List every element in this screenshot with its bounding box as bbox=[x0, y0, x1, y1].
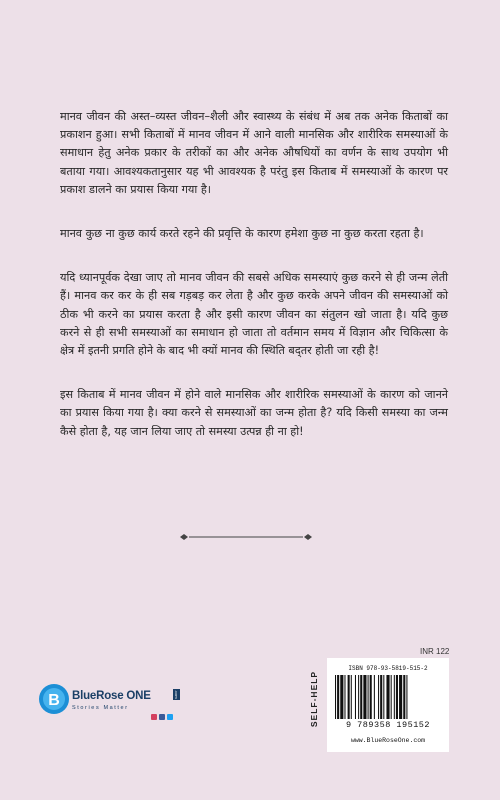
isbn-header: ISBN 978-93-5819-515-2 bbox=[348, 665, 428, 672]
publisher-badge: .com bbox=[174, 690, 179, 699]
facebook-icon bbox=[159, 714, 165, 720]
svg-text:B: B bbox=[48, 692, 60, 709]
isbn-number: 9 789358 195152 bbox=[345, 720, 430, 730]
bluerose-b-logo-icon bbox=[38, 683, 70, 715]
publisher-name: BlueRose ONE bbox=[72, 690, 151, 702]
social-icons bbox=[151, 714, 173, 720]
isbn-barcode bbox=[327, 658, 449, 752]
blurb-paragraph-3: यदि ध्यानपूर्वक देखा जाए तो मानव जीवन की सबसे अधिक समस्याएं कुछ करने से ही जन्म लेती हैं। मानव कर कर के ही सब गड़बड़ कर लेता है और कुछ करके अपने जीवन की समस्याओं को ठीक भी करने का प्रयास करता है और इसी कारण जीवन का संतुलन खो जाता है। यदि कुछ करने से ही सभी समस्याओं का समाधान हो जाता तो वर्तमान समय में विज्ञान और चिकित्सा के क्षेत्र में इतनी प्रगति होने के बाद भी क्यों मानव की स्थिति बद्तर होती जा रही है! bbox=[60, 271, 448, 358]
price-label: INR 122 bbox=[420, 647, 450, 656]
publisher-tagline: Stories Matter bbox=[72, 705, 129, 711]
blurb-paragraph-4: इस किताब में मानव जीवन में होने वाले मानसिक और शारीरिक समस्याओं के कारण को जानने का प्रयास किया गया है। क्या करने से समस्याओं का जन्म होता है? यदि किसी समस्या का जन्म कैसे होता है, यह जान लिया जाए तो समस्या उत्पन्न ही ना हो! bbox=[60, 388, 448, 438]
blurb-paragraph-1: मानव जीवन की अस्त–व्यस्त जीवन–शैली और स्वास्थ्य के संबंध में अब तक अनेक किताबों का प्रकाशन हुआ। सभी किताबों में मानव जीवन में आने वाली मानसिक और शारीरिक समस्याओं के समाधान हेतु अनेक प्रकार के तरीकों का और अनेक औषधियों का वर्णन के साथ उपयोग भी बताया गया। आवश्यकतानुसार यह भी आवश्यक है परंतु इस किताब में समस्याओं के कारण पर प्रकाश डालने का प्रयास किया गया है। bbox=[60, 110, 448, 196]
instagram-icon bbox=[151, 714, 157, 720]
barcode-bars bbox=[335, 675, 441, 719]
blurb-paragraph-2: मानव कुछ ना कुछ कार्य करते रहने की प्रवृत्ति के कारण हमेशा कुछ ना कुछ करता रहता है। bbox=[60, 227, 424, 241]
publisher-website: www.BlueRoseOne.com bbox=[350, 737, 426, 744]
twitter-icon bbox=[167, 714, 173, 720]
genre-text: SELF-HELP bbox=[309, 670, 319, 728]
genre-label bbox=[307, 660, 321, 738]
blurb-text bbox=[60, 108, 448, 467]
ornament-divider bbox=[178, 530, 314, 544]
publisher-logo bbox=[38, 683, 198, 723]
